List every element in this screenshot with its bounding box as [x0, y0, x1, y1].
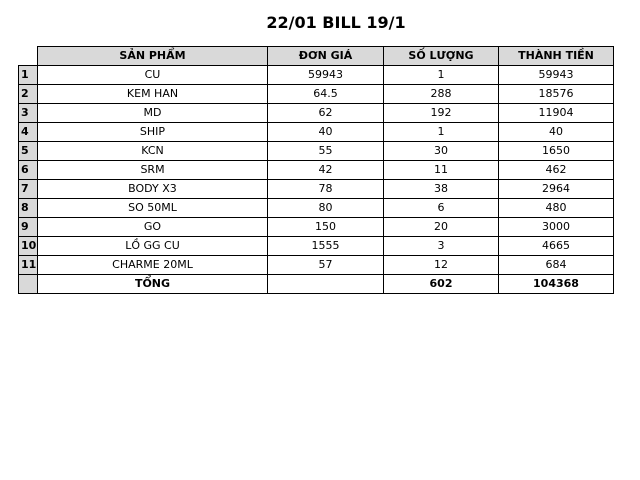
- product-cell: BODY X3: [38, 180, 268, 199]
- total-quantity: 602: [384, 275, 499, 294]
- total-row: [19, 275, 614, 294]
- header-price: ĐƠN GIÁ: [268, 47, 384, 66]
- row-index: 9: [19, 218, 38, 237]
- amount-cell: 4665: [499, 237, 614, 256]
- price-cell: 40: [268, 123, 384, 142]
- price-cell: 78: [268, 180, 384, 199]
- row-index: 2: [19, 85, 38, 104]
- quantity-cell: 38: [384, 180, 499, 199]
- header-amount: THÀNH TIỀN: [499, 47, 614, 66]
- amount-cell: 1650: [499, 142, 614, 161]
- price-cell: 64.5: [268, 85, 384, 104]
- amount-cell: 11904: [499, 104, 614, 123]
- table-row: [19, 237, 614, 256]
- product-cell: CHARME 20ML: [38, 256, 268, 275]
- total-label: TỔNG: [38, 275, 268, 294]
- row-index: 1: [19, 66, 38, 85]
- price-cell: 55: [268, 142, 384, 161]
- table-row: [19, 123, 614, 142]
- amount-cell: 3000: [499, 218, 614, 237]
- price-cell: 57: [268, 256, 384, 275]
- total-amount: 104368: [499, 275, 614, 294]
- bill-table: [18, 46, 614, 294]
- table-row: [19, 180, 614, 199]
- quantity-cell: 1: [384, 123, 499, 142]
- product-cell: SRM: [38, 161, 268, 180]
- product-cell: SHIP: [38, 123, 268, 142]
- price-cell: 62: [268, 104, 384, 123]
- quantity-cell: 20: [384, 218, 499, 237]
- table-row: [19, 142, 614, 161]
- quantity-cell: 12: [384, 256, 499, 275]
- total-price-cell: [268, 275, 384, 294]
- header-row: [19, 47, 614, 66]
- price-cell: 150: [268, 218, 384, 237]
- row-index: 4: [19, 123, 38, 142]
- table-row: [19, 104, 614, 123]
- quantity-cell: 6: [384, 199, 499, 218]
- price-cell: 59943: [268, 66, 384, 85]
- row-index: 3: [19, 104, 38, 123]
- amount-cell: 59943: [499, 66, 614, 85]
- table-row: [19, 85, 614, 104]
- product-cell: KCN: [38, 142, 268, 161]
- price-cell: 1555: [268, 237, 384, 256]
- amount-cell: 462: [499, 161, 614, 180]
- header-quantity: SỐ LƯỢNG: [384, 47, 499, 66]
- bill-title: 22/01 BILL 19/1: [266, 13, 406, 32]
- table-row: [19, 218, 614, 237]
- product-cell: KEM HAN: [38, 85, 268, 104]
- row-index: 11: [19, 256, 38, 275]
- price-cell: 42: [268, 161, 384, 180]
- table-row: [19, 66, 614, 85]
- quantity-cell: 11: [384, 161, 499, 180]
- quantity-cell: 288: [384, 85, 499, 104]
- quantity-cell: 1: [384, 66, 499, 85]
- row-index: 6: [19, 161, 38, 180]
- amount-cell: 480: [499, 199, 614, 218]
- table-row: [19, 256, 614, 275]
- product-cell: GO: [38, 218, 268, 237]
- amount-cell: 40: [499, 123, 614, 142]
- quantity-cell: 3: [384, 237, 499, 256]
- row-index: 10: [19, 237, 38, 256]
- product-cell: SO 50ML: [38, 199, 268, 218]
- corner-cell: [19, 47, 38, 66]
- row-index: 8: [19, 199, 38, 218]
- price-cell: 80: [268, 199, 384, 218]
- row-index: 7: [19, 180, 38, 199]
- amount-cell: 18576: [499, 85, 614, 104]
- amount-cell: 684: [499, 256, 614, 275]
- row-index: 5: [19, 142, 38, 161]
- amount-cell: 2964: [499, 180, 614, 199]
- table-row: [19, 161, 614, 180]
- quantity-cell: 30: [384, 142, 499, 161]
- table-row: [19, 199, 614, 218]
- product-cell: MD: [38, 104, 268, 123]
- product-cell: LỒ GG CU: [38, 237, 268, 256]
- header-product: SẢN PHẨM: [38, 47, 268, 66]
- quantity-cell: 192: [384, 104, 499, 123]
- row-index-empty: [19, 275, 38, 294]
- product-cell: CU: [38, 66, 268, 85]
